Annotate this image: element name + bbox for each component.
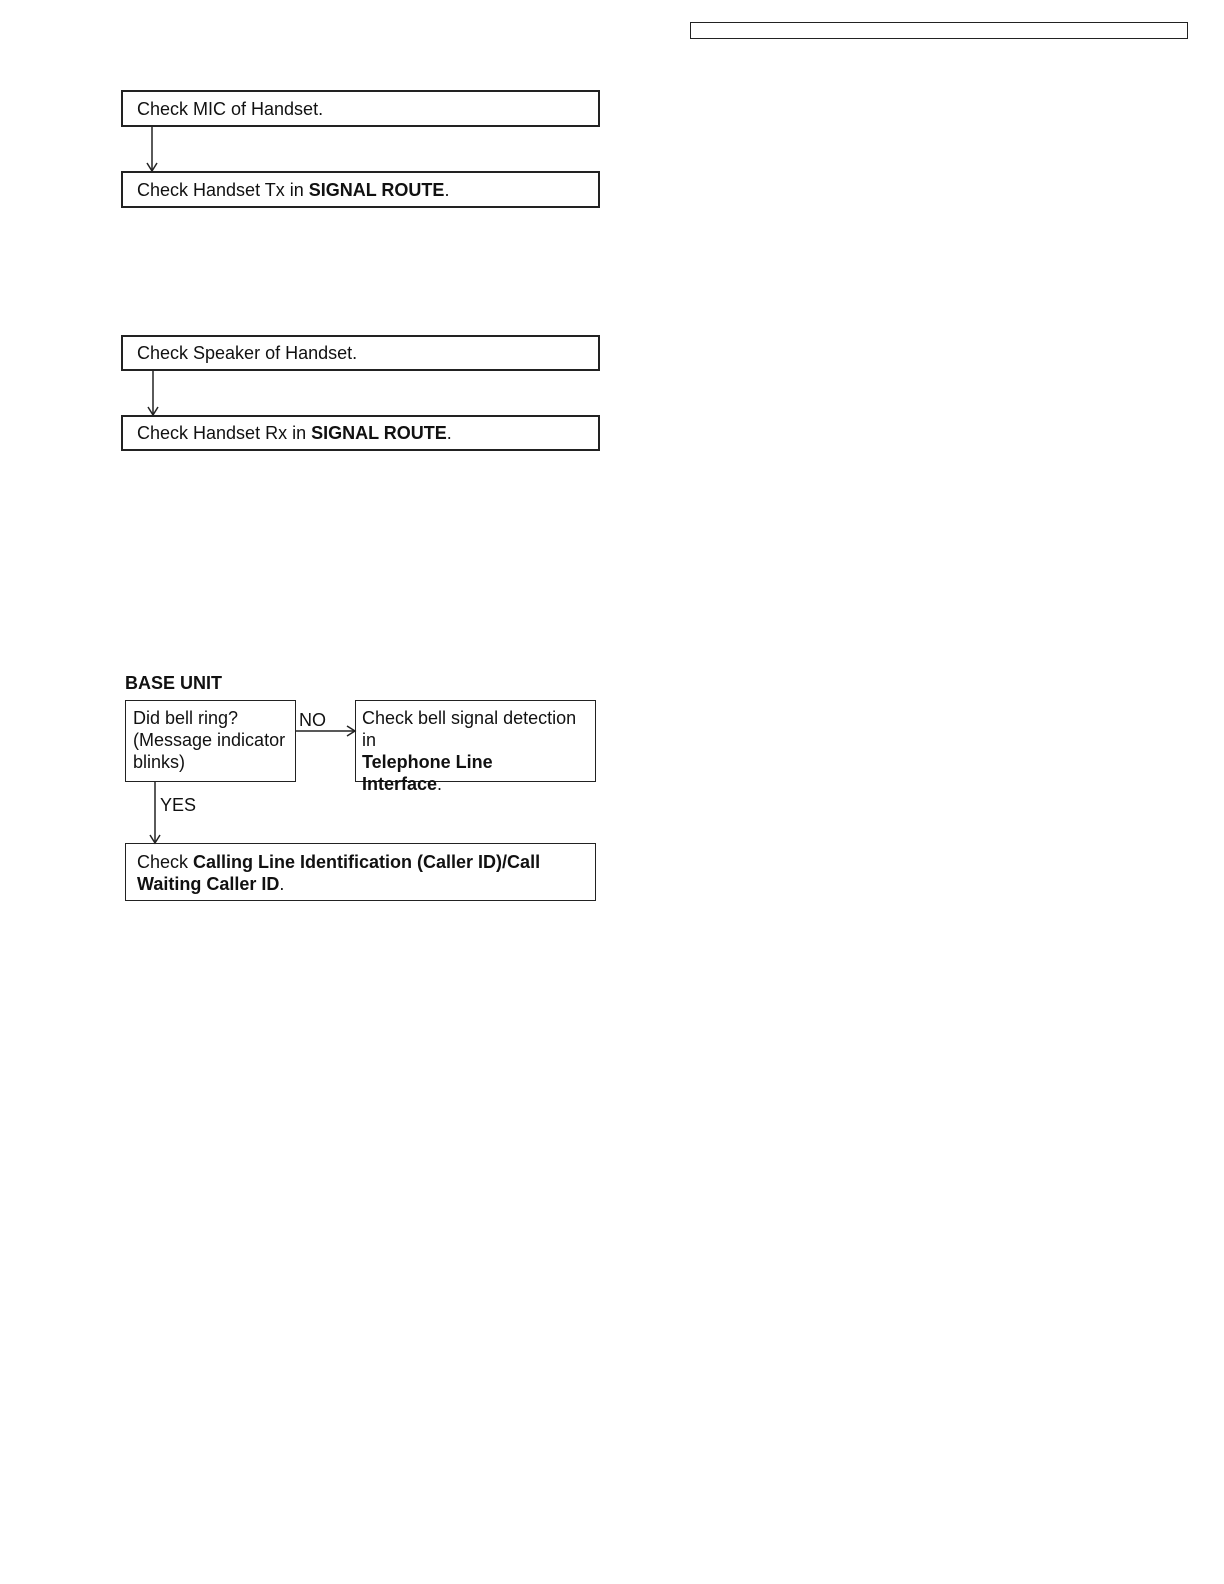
waiting-caller-id-label: Waiting Caller ID xyxy=(137,874,280,894)
question-line-2: (Message indicator xyxy=(133,730,286,750)
check-mic-text: Check MIC of Handset. xyxy=(137,98,324,119)
did-bell-ring-box xyxy=(125,700,296,782)
interface-label: Interface xyxy=(362,774,438,794)
yes-label: YES xyxy=(160,795,197,815)
check-speaker-box xyxy=(121,335,600,371)
no-label: NO xyxy=(299,710,326,730)
signal-route-label-rx: SIGNAL ROUTE xyxy=(311,423,447,443)
question-line-3: blinks) xyxy=(133,752,186,772)
check-caller-id-box xyxy=(125,843,596,901)
base-unit-title: BASE UNIT xyxy=(125,673,223,693)
check-handset-rx-prefix: Check Handset Rx in xyxy=(137,423,312,443)
caller-id-prefix: Check xyxy=(137,852,194,872)
check-speaker-text: Check Speaker of Handset. xyxy=(137,343,358,363)
signal-route-label-tx: SIGNAL ROUTE xyxy=(308,179,445,200)
telephone-line-label: Telephone Line xyxy=(362,752,493,772)
interface-suffix: . xyxy=(437,774,443,794)
check-bell-signal-box xyxy=(355,700,596,794)
check-mic-box xyxy=(121,90,600,127)
check-handset-tx-prefix: Check Handset Tx in xyxy=(137,179,309,200)
check-handset-rx-box xyxy=(121,415,600,451)
check-handset-tx-box xyxy=(121,171,600,208)
arrowhead-mic-to-tx xyxy=(147,163,157,171)
check-handset-tx-suffix: . xyxy=(444,179,450,200)
check-handset-rx-suffix: . xyxy=(446,423,452,443)
question-line-1: Did bell ring? xyxy=(133,708,239,728)
check-bell-signal-line-1: Check bell signal detection in xyxy=(362,708,577,750)
calling-line-identification-label: Calling Line Identification (Caller ID)/Call xyxy=(193,852,541,872)
arrowhead-yes xyxy=(150,835,160,843)
arrowhead-speaker-to-rx xyxy=(148,407,158,415)
arrowhead-no xyxy=(347,726,355,736)
page-header-box xyxy=(690,22,1188,39)
caller-id-suffix: . xyxy=(279,874,285,894)
